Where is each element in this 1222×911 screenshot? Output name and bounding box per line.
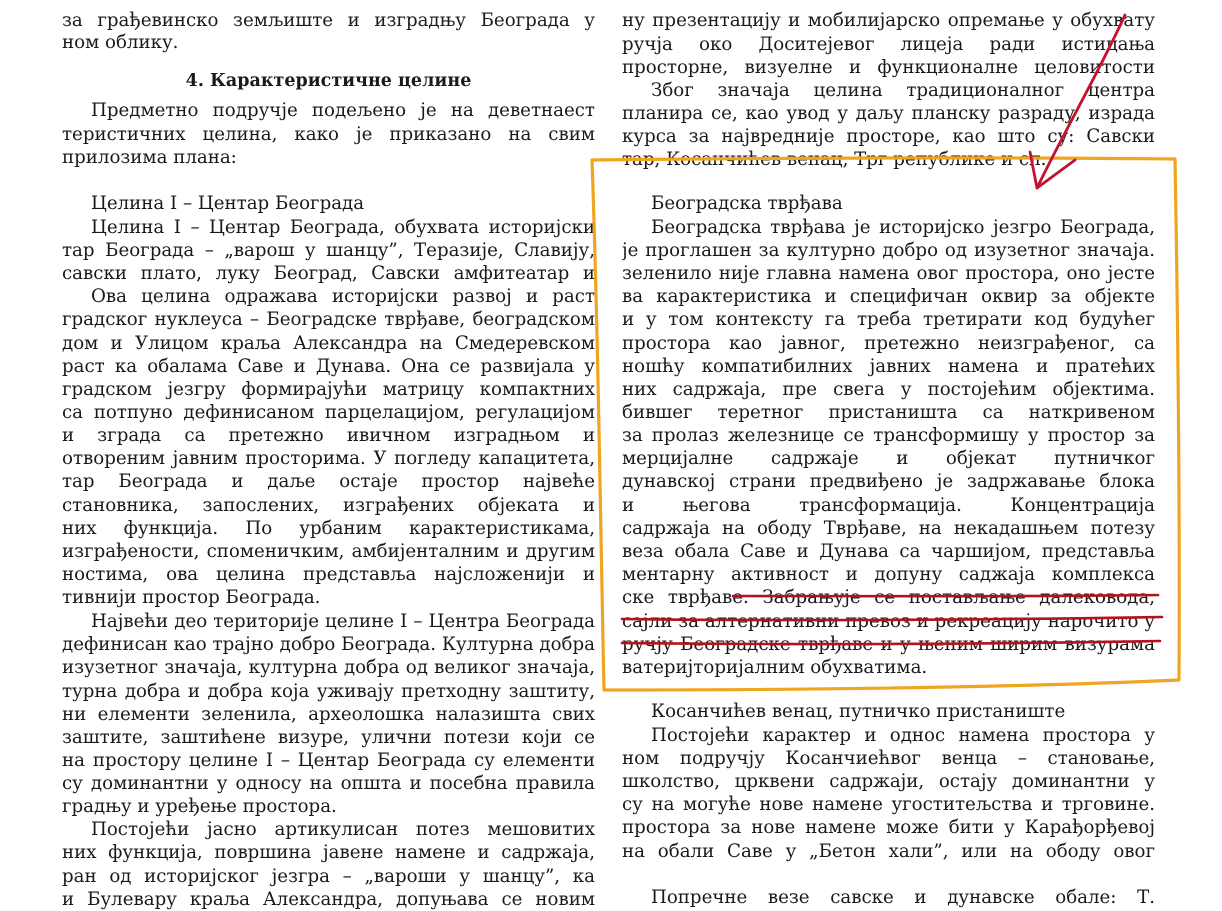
text-line: ни елементи зеленила, археолошка налазишта свих — [62, 704, 595, 725]
text-line: курса за највредније просторе, као што су: Савски — [622, 126, 1155, 147]
text-line: мерцијалне садржаје и објекат путничког — [622, 448, 1155, 469]
text-line: ва карактеристика и специфичан оквир за објекте — [622, 286, 1155, 307]
text-line: ске тврђаве. Забрањује се постављање далековода, — [622, 587, 1155, 608]
text-line: ран од историјског језгра – „вароши у шанцу”, ка — [62, 866, 595, 887]
text-line: и Булевару краља Александра, допуњава се новим — [62, 889, 595, 910]
text-line: за пролаз железнице се трансформишу у простор за — [622, 425, 1155, 446]
text-line: дефинисан као трајно добро Београда. Културна добра — [62, 634, 595, 655]
underline-stroke — [622, 641, 1160, 644]
text-line: тар, Косанчићев венац, Трг републике и сл. — [622, 149, 1047, 170]
text-line: Ова целина одражава историјски развој и раст — [91, 286, 595, 307]
text-line: дунавској страни предвиђено је задржавање блока — [622, 471, 1155, 492]
text-line: и зграда са претежно ивичном изградњом и — [62, 425, 595, 446]
text-line: ном облику. — [62, 32, 179, 53]
text-line: простора за нове намене може бити у Карађорђевој — [622, 817, 1155, 838]
text-line: прилозима плана: — [62, 147, 237, 168]
text-line: тар Београда – „варош у шанцу”, Теразије, Славију, — [62, 240, 595, 261]
underline-stroke — [733, 595, 1158, 596]
text-line: су доминантни у односу на општа и посебна правила — [62, 773, 595, 794]
text-line: турна добра и добра која уживају претходну заштиту, — [62, 681, 595, 702]
text-line: ручју Београдске тврђаве и у њеним ширим визурама — [622, 634, 1155, 655]
text-line: ношћу компатибилних јавних намена и пратећих — [622, 356, 1155, 377]
text-line: заштите, заштићене визуре, улични потези који се — [62, 727, 595, 748]
text-line: ном подручју Косанчиећвог венца – становање, — [622, 748, 1155, 769]
text-line: изузетног значаја, културна добра од великог значаја, — [62, 657, 595, 678]
text-line: Целина I – Центар Београда, обухвата историјски — [91, 217, 595, 238]
text-line: Попречне везе савске и дунавске обале: Т. — [651, 887, 1155, 908]
text-line: школство, црквени садржаји, остају доминантни у — [622, 771, 1155, 792]
text-line: Постојећи карактер и однос намена простора у — [651, 725, 1155, 746]
text-line: бившег теретног пристаништа са наткривеном — [622, 402, 1155, 423]
section-heading: 4. Карактеристичне целине — [185, 71, 472, 91]
text-line: Највећи део територије целине I – Центра Београда — [91, 611, 595, 632]
text-line: них функција. По урбаним карактеристикама, — [62, 518, 595, 539]
text-line: становника, запослених, изграђених објеката и — [62, 495, 595, 516]
highlight-box — [592, 158, 1179, 690]
text-line: сајли за алтернативни превоз и рекреацију нарочито у — [622, 611, 1155, 632]
arrow-down-left-icon — [1030, 15, 1125, 188]
text-line: су на могуће нове намене угоститељства и трговине. — [622, 794, 1155, 815]
text-line: них садржаја, пре свега у постојећим објектима. — [622, 379, 1155, 400]
text-line: ну презентацију и мобилијарско опремање у обухвату — [622, 10, 1155, 31]
text-line: на обали Саве у „Бетон хали”, или на ободу овог — [622, 841, 1155, 862]
text-line: отвореним јавним просторима. У погледу капацитета, — [62, 448, 595, 469]
text-line: садржаја на ободу Тврђаве, на некадашњем потезу — [622, 518, 1155, 539]
text-line: за грађевинско земљиште и изградњу Београда у — [62, 10, 595, 31]
text-line: изграђености, споменичким, амбијенталним и другим — [62, 541, 595, 562]
text-line: Косанчићев венац, путничко пристаниште — [651, 701, 1066, 722]
text-line: ментарну активност и допуну саджаја комплекса — [622, 564, 1155, 585]
text-line: зеленило није главна намена овог простора, оно јесте — [622, 263, 1155, 284]
text-line: градског нуклеуса – Београдске тврђаве, београдском — [62, 309, 595, 330]
underline-stroke — [622, 617, 1162, 620]
text-line: теристичних целина, како је приказано на свим — [62, 124, 595, 145]
text-line: ручја око Доситејевог лицеја ради истицања — [622, 34, 1155, 55]
text-line: ностима, ова целина представља најсложенији и — [62, 564, 595, 585]
text-line: градњу и уређење простора. — [62, 796, 337, 817]
text-line: тивнији простор Београда. — [62, 587, 321, 608]
text-line: ватеријторијалним обухватима. — [622, 657, 928, 678]
text-line: и у том контексту га треба третирати код будућег — [622, 309, 1155, 330]
text-line: них функција, површина јавене намене и садржаја, — [62, 842, 595, 863]
text-line: са потпуно дефинисаном парцелацијом, регулацијом — [62, 402, 595, 423]
text-line: Предметно подручје подељено је на деветнаест — [91, 100, 595, 121]
text-line: Постојећи јасно артикулисан потез мешовитих — [91, 819, 595, 840]
text-line: градском језгру формирајући матрицу компактних — [62, 379, 595, 400]
text-line: Београдска тврђава — [651, 193, 843, 214]
text-line: Београдска тврђава је историјско језгро Београда, — [651, 217, 1155, 238]
text-line: савски плато, луку Београд, Савски амфитеатар и — [62, 263, 595, 284]
text-line: на простору целине I – Центар Београда су елементи — [62, 750, 595, 771]
text-line: Целина I – Центар Београда — [91, 193, 365, 214]
text-line: је проглашен за културно добро од изузетног значаја. — [622, 240, 1155, 261]
text-line: раст ка обалама Саве и Дунава. Она се развијала у — [62, 356, 595, 377]
text-line: просторне, визуелне и функционалне целовитости — [622, 57, 1155, 78]
text-line: тар Београда и даље остаје простор највеће — [62, 471, 595, 492]
text-line: Због значаја целина традиционалног центра — [651, 80, 1155, 101]
text-line: простора као јавног, претежно неизграђеног, са — [622, 333, 1155, 354]
text-line: и његова трансформација. Концентрација — [622, 495, 1155, 516]
text-line: дом и Улицом краља Александра на Смедеревском — [62, 333, 595, 354]
text-line: планира се, као увод у даљу планску разраду, израда — [622, 103, 1155, 124]
text-line: веза обала Саве и Дунава са чаршијом, представља — [622, 541, 1155, 562]
